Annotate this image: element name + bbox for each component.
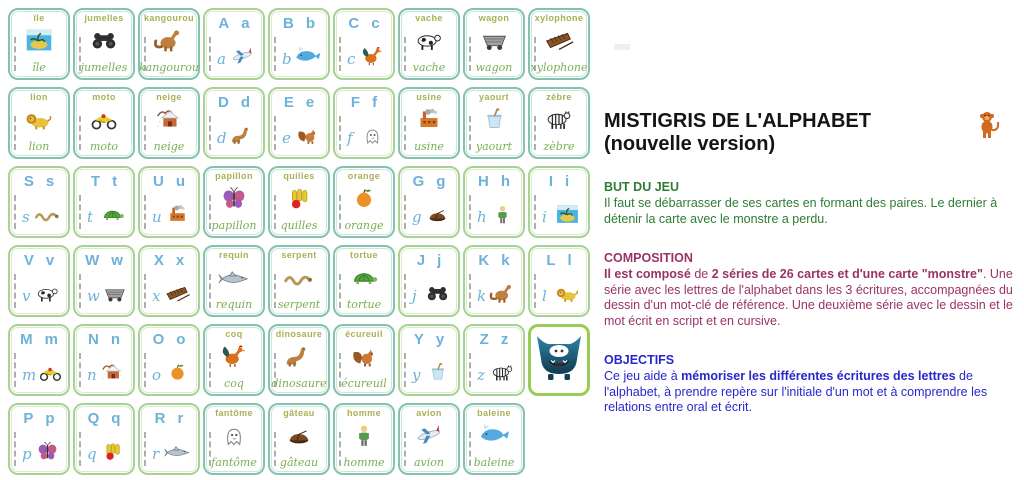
page-title-line2: (nouvelle version): [604, 133, 776, 155]
cow-icon: [33, 280, 62, 311]
rooster-icon: [358, 43, 387, 74]
card-bottom-row: [467, 201, 521, 232]
card-image: [477, 107, 511, 137]
card-image: [542, 28, 576, 58]
lion-icon: [553, 280, 582, 311]
card-bottom-row: [12, 201, 66, 232]
word-card-coq: [203, 324, 265, 396]
word-card-jumelles: [73, 8, 135, 80]
card-letters-print: T t: [90, 173, 118, 190]
section-heading: COMPOSITION: [604, 251, 693, 265]
card-word-script: neige: [156, 92, 182, 102]
card-word-cursive: neige: [153, 140, 185, 153]
placeholder-mark: [614, 44, 630, 50]
dino-icon: [228, 122, 257, 153]
card-bottom-row: [142, 201, 196, 232]
card-word-script: zèbre: [546, 92, 572, 102]
letter-card-R: [138, 403, 200, 475]
island-icon: [22, 27, 56, 58]
snake-icon: [282, 264, 316, 295]
word-card-xylophone: [528, 8, 590, 80]
card-letter-cursive: a: [217, 49, 226, 68]
card-word-cursive: dinosaure: [271, 377, 327, 390]
card-letter-cursive: p: [22, 444, 32, 463]
letter-card-V: [8, 245, 70, 317]
card-word-script: requin: [219, 250, 249, 260]
card-image: [217, 423, 251, 453]
butterfly-icon: [33, 438, 62, 469]
card-letters-print: K k: [478, 252, 510, 269]
snowhouse-icon: [152, 106, 186, 137]
section-objectifs: [604, 353, 1018, 416]
card-word-script: baleine: [477, 408, 511, 418]
card-word-script: dinosaure: [275, 329, 323, 339]
whale-icon: [293, 43, 322, 74]
card-word-cursive: île: [32, 61, 46, 74]
card-image: [412, 107, 446, 137]
card-bottom-row: [142, 438, 196, 469]
card-image: [477, 28, 511, 58]
card-image: [22, 28, 56, 58]
card-letter-cursive: f: [347, 128, 353, 147]
man-icon: [347, 422, 381, 453]
text-sections: [604, 180, 1018, 416]
letter-card-M: [8, 324, 70, 396]
letter-card-D: [203, 87, 265, 159]
letter-card-G: [398, 166, 460, 238]
card-letters-print: A a: [218, 15, 250, 32]
card-letter-cursive: b: [282, 49, 292, 68]
card-letter-cursive: n: [87, 365, 97, 384]
card-word-script: usine: [416, 92, 442, 102]
word-card-vache: [398, 8, 460, 80]
card-letter-cursive: l: [542, 286, 547, 305]
letter-card-X: [138, 245, 200, 317]
word-card-kangourou: [138, 8, 200, 80]
card-word-cursive: yaourt: [475, 140, 513, 153]
card-image: [282, 344, 316, 374]
section-but-du-jeu: [604, 180, 1018, 227]
card-bottom-row: [77, 280, 131, 311]
yogurt-icon: [423, 359, 452, 390]
card-word-cursive: moto: [89, 140, 119, 153]
word-card-tortue: [333, 245, 395, 317]
xylophone-icon: [163, 280, 192, 311]
card-word-script: avion: [416, 408, 442, 418]
ghost-icon: [358, 122, 387, 153]
letter-card-O: [138, 324, 200, 396]
card-image: [347, 265, 381, 295]
ghost-icon: [217, 422, 251, 453]
plane-icon: [412, 422, 446, 453]
word-card-quilles: [268, 166, 330, 238]
word-card-homme: [333, 403, 395, 475]
turtle-icon: [98, 201, 127, 232]
card-letters-print: M m: [20, 331, 58, 348]
kangaroo-icon: [488, 280, 517, 311]
monkey-icon: [976, 110, 1002, 143]
card-letters-print: B b: [282, 15, 315, 32]
card-letter-cursive: m: [22, 365, 37, 384]
pins-icon: [282, 185, 316, 216]
card-word-script: xylophone: [534, 13, 584, 23]
card-image: [217, 265, 251, 295]
alphabet-cards-image[interactable]: [8, 8, 590, 475]
card-letter-cursive: t: [87, 207, 94, 226]
card-bottom-row: [532, 201, 586, 232]
card-word-cursive: quilles: [280, 219, 318, 232]
card-letters-print: F f: [350, 94, 378, 111]
card-image: [347, 186, 381, 216]
card-letter-cursive: k: [477, 286, 487, 305]
letter-card-C: [333, 8, 395, 80]
card-image: [282, 186, 316, 216]
word-card-zèbre: [528, 87, 590, 159]
card-word-script: fantôme: [215, 408, 253, 418]
word-card-avion: [398, 403, 460, 475]
card-image: [412, 28, 446, 58]
letter-card-J: [398, 245, 460, 317]
factory-icon: [163, 201, 192, 232]
letter-card-K: [463, 245, 525, 317]
card-image: [347, 344, 381, 374]
card-bottom-row: [142, 359, 196, 390]
moto-icon: [87, 106, 121, 137]
card-word-cursive: fantôme: [211, 456, 257, 469]
card-letters-print: U u: [152, 173, 185, 190]
card-bottom-row: [272, 122, 326, 153]
butterfly-icon: [217, 185, 251, 216]
card-letter-cursive: x: [152, 286, 161, 305]
card-word-cursive: avion: [414, 456, 444, 469]
card-word-cursive: écureuil: [341, 377, 387, 390]
card-word-script: vache: [415, 13, 443, 23]
card-word-cursive: homme: [343, 456, 385, 469]
letter-card-P: [8, 403, 70, 475]
card-letters-print: Q q: [87, 410, 121, 427]
card-image: [87, 107, 121, 137]
letter-card-W: [73, 245, 135, 317]
section-heading: BUT DU JEU: [604, 180, 680, 194]
card-image: [217, 186, 251, 216]
card-bottom-row: [337, 122, 391, 153]
card-bottom-row: [142, 280, 196, 311]
card-bottom-row: [532, 280, 586, 311]
card-word-script: wagon: [478, 13, 510, 23]
card-image: [477, 423, 511, 453]
card-letter-cursive: o: [152, 365, 162, 384]
card-word-script: écureuil: [345, 329, 383, 339]
card-word-script: lion: [30, 92, 48, 102]
word-card-usine: [398, 87, 460, 159]
card-word-cursive: wagon: [475, 61, 513, 74]
card-image: [347, 423, 381, 453]
card-image: [542, 107, 576, 137]
card-word-script: quilles: [283, 171, 315, 181]
moto-icon: [36, 359, 65, 390]
card-word-script: île: [33, 13, 45, 23]
card-bottom-row: [12, 280, 66, 311]
word-card-fantôme: [203, 403, 265, 475]
card-image: [152, 28, 186, 58]
letter-card-I: [528, 166, 590, 238]
section-body: Il faut se débarrasser de ses cartes en formant des paires. Le dernier à détenir la carte avec le monstre a perdu.: [604, 196, 998, 226]
card-letters-print: R r: [154, 410, 184, 427]
card-word-cursive: coq: [224, 377, 244, 390]
word-card-écureuil: [333, 324, 395, 396]
card-letters-print: E e: [283, 94, 315, 111]
card-word-script: kangourou: [143, 13, 195, 23]
xylophone-icon: [542, 27, 576, 58]
word-card-lion: [8, 87, 70, 159]
card-letters-print: L l: [546, 252, 572, 269]
card-image: [412, 423, 446, 453]
letter-card-H: [463, 166, 525, 238]
card-image: [282, 265, 316, 295]
cake-icon: [423, 201, 452, 232]
zebra-icon: [488, 359, 517, 390]
card-letters-print: H h: [477, 173, 510, 190]
binoculars-icon: [423, 280, 452, 311]
letter-card-S: [8, 166, 70, 238]
card-word-script: moto: [92, 92, 116, 102]
card-image: [152, 107, 186, 137]
card-bottom-row: [207, 43, 261, 74]
card-letter-cursive: q: [87, 444, 97, 463]
letter-card-T: [73, 166, 135, 238]
letter-card-A: [203, 8, 265, 80]
cake-icon: [282, 422, 316, 453]
word-card-orange: [333, 166, 395, 238]
card-letters-print: D d: [217, 94, 250, 111]
man-icon: [488, 201, 517, 232]
letter-card-F: [333, 87, 395, 159]
card-word-script: jumelles: [84, 13, 124, 23]
card-word-cursive: jumelles: [80, 61, 128, 74]
card-word-script: orange: [347, 171, 381, 181]
section-body: Il est composé de 2 séries de 26 cartes et d'une carte "monstre". Une série avec les lettres de l'alphabet dans les 3 écritures, accompagnées du dessin d'un mot-clé de référence. Une deuxième série avec le dessin et le mot écrit en script et en cursive.: [604, 267, 1013, 328]
card-word-cursive: kangourou: [138, 61, 200, 74]
card-letters-print: J j: [416, 252, 442, 269]
letter-card-E: [268, 87, 330, 159]
word-card-moto: [73, 87, 135, 159]
card-letter-cursive: i: [542, 207, 547, 226]
card-letters-print: C c: [348, 15, 380, 32]
letter-card-B: [268, 8, 330, 80]
lion-icon: [22, 106, 56, 137]
card-word-script: coq: [225, 329, 243, 339]
page-title: [604, 110, 1018, 156]
letter-card-Q: [73, 403, 135, 475]
word-card-serpent: [268, 245, 330, 317]
card-image: [217, 344, 251, 374]
card-letter-cursive: h: [477, 207, 487, 226]
kangaroo-icon: [152, 27, 186, 58]
card-image: [87, 28, 121, 58]
word-card-neige: [138, 87, 200, 159]
word-card-requin: [203, 245, 265, 317]
plane-icon: [228, 43, 257, 74]
card-image: [22, 107, 56, 137]
card-letters-print: X x: [153, 252, 185, 269]
card-bottom-row: [12, 359, 66, 390]
monster-card: [528, 324, 590, 396]
card-letter-cursive: g: [412, 207, 422, 226]
card-word-cursive: baleine: [473, 456, 515, 469]
shark-icon: [217, 264, 251, 295]
factory-icon: [412, 106, 446, 137]
zebra-icon: [542, 106, 576, 137]
card-letters-print: P p: [23, 410, 55, 427]
card-word-cursive: vache: [412, 61, 446, 74]
card-bottom-row: [12, 438, 66, 469]
letter-card-U: [138, 166, 200, 238]
word-card-île: [8, 8, 70, 80]
card-word-script: tortue: [350, 250, 378, 260]
card-letter-cursive: d: [217, 128, 227, 147]
card-bottom-row: [467, 359, 521, 390]
squirrel-icon: [293, 122, 322, 153]
card-letters-print: V v: [23, 252, 55, 269]
card-letter-cursive: y: [412, 365, 421, 384]
section-body: Ce jeu aide à mémoriser les différentes écritures des lettres de l'alphabet, à prendre repère sur l'initiale d'un mot et à comprendre les relations entre oral et écrit.: [604, 369, 988, 414]
card-bottom-row: [77, 359, 131, 390]
pins-icon: [98, 438, 127, 469]
whale-icon: [477, 422, 511, 453]
section-heading: OBJECTIFS: [604, 353, 675, 367]
letter-card-Y: [398, 324, 460, 396]
card-bottom-row: [337, 43, 391, 74]
card-word-script: serpent: [281, 250, 317, 260]
description-panel: [604, 0, 1018, 480]
card-letters-print: G g: [412, 173, 446, 190]
wagon-icon: [477, 27, 511, 58]
card-bottom-row: [402, 359, 456, 390]
card-word-script: homme: [346, 408, 381, 418]
card-letters-print: N n: [87, 331, 120, 348]
wagon-icon: [100, 280, 129, 311]
rooster-icon: [217, 343, 251, 374]
card-letter-cursive: j: [412, 286, 417, 305]
card-bottom-row: [402, 280, 456, 311]
turtle-icon: [347, 264, 381, 295]
section-composition: [604, 251, 1018, 329]
word-card-papillon: [203, 166, 265, 238]
snowhouse-icon: [98, 359, 127, 390]
orange-icon: [347, 185, 381, 216]
page-title-line1: MISTIGRIS DE L'ALPHABET: [604, 110, 871, 132]
card-word-cursive: gâteau: [279, 456, 319, 469]
card-word-cursive: xylophone: [530, 61, 588, 74]
card-letters-print: I i: [548, 173, 570, 190]
card-word-cursive: usine: [414, 140, 444, 153]
card-letters-print: Y y: [413, 331, 445, 348]
card-letter-cursive: w: [87, 286, 100, 305]
card-letter-cursive: v: [22, 286, 31, 305]
card-bottom-row: [77, 438, 131, 469]
card-word-script: yaourt: [479, 92, 509, 102]
letter-card-Z: [463, 324, 525, 396]
yogurt-icon: [477, 106, 511, 137]
card-letter-cursive: z: [477, 365, 485, 384]
card-letters-print: S s: [23, 173, 55, 190]
letter-card-N: [73, 324, 135, 396]
word-card-wagon: [463, 8, 525, 80]
card-word-cursive: orange: [344, 219, 384, 232]
squirrel-icon: [347, 343, 381, 374]
cow-icon: [412, 27, 446, 58]
snake-icon: [33, 201, 62, 232]
card-letters-print: Z z: [479, 331, 509, 348]
orange-icon: [163, 359, 192, 390]
word-card-dinosaure: [268, 324, 330, 396]
card-letters-print: O o: [152, 331, 186, 348]
card-word-script: papillon: [215, 171, 253, 181]
card-letters-print: W w: [85, 252, 123, 269]
card-word-cursive: papillon: [211, 219, 257, 232]
card-word-cursive: lion: [28, 140, 50, 153]
card-letter-cursive: s: [22, 207, 30, 226]
letter-card-L: [528, 245, 590, 317]
card-letter-cursive: c: [347, 49, 356, 68]
monster-icon: [535, 332, 583, 387]
island-icon: [553, 201, 582, 232]
card-word-cursive: serpent: [277, 298, 321, 311]
card-word-cursive: tortue: [346, 298, 382, 311]
card-bottom-row: [272, 43, 326, 74]
card-letter-cursive: u: [152, 207, 162, 226]
card-bottom-row: [207, 122, 261, 153]
card-bottom-row: [402, 201, 456, 232]
word-card-yaourt: [463, 87, 525, 159]
card-bottom-row: [467, 280, 521, 311]
shark-icon: [163, 438, 192, 469]
card-image: [282, 423, 316, 453]
card-word-cursive: zèbre: [543, 140, 575, 153]
card-letter-cursive: e: [282, 128, 291, 147]
binoculars-icon: [87, 27, 121, 58]
card-word-script: gâteau: [283, 408, 315, 418]
dino-icon: [282, 343, 316, 374]
card-word-cursive: requin: [215, 298, 253, 311]
card-letter-cursive: r: [152, 444, 160, 463]
card-bottom-row: [77, 201, 131, 232]
word-card-baleine: [463, 403, 525, 475]
word-card-gâteau: [268, 403, 330, 475]
